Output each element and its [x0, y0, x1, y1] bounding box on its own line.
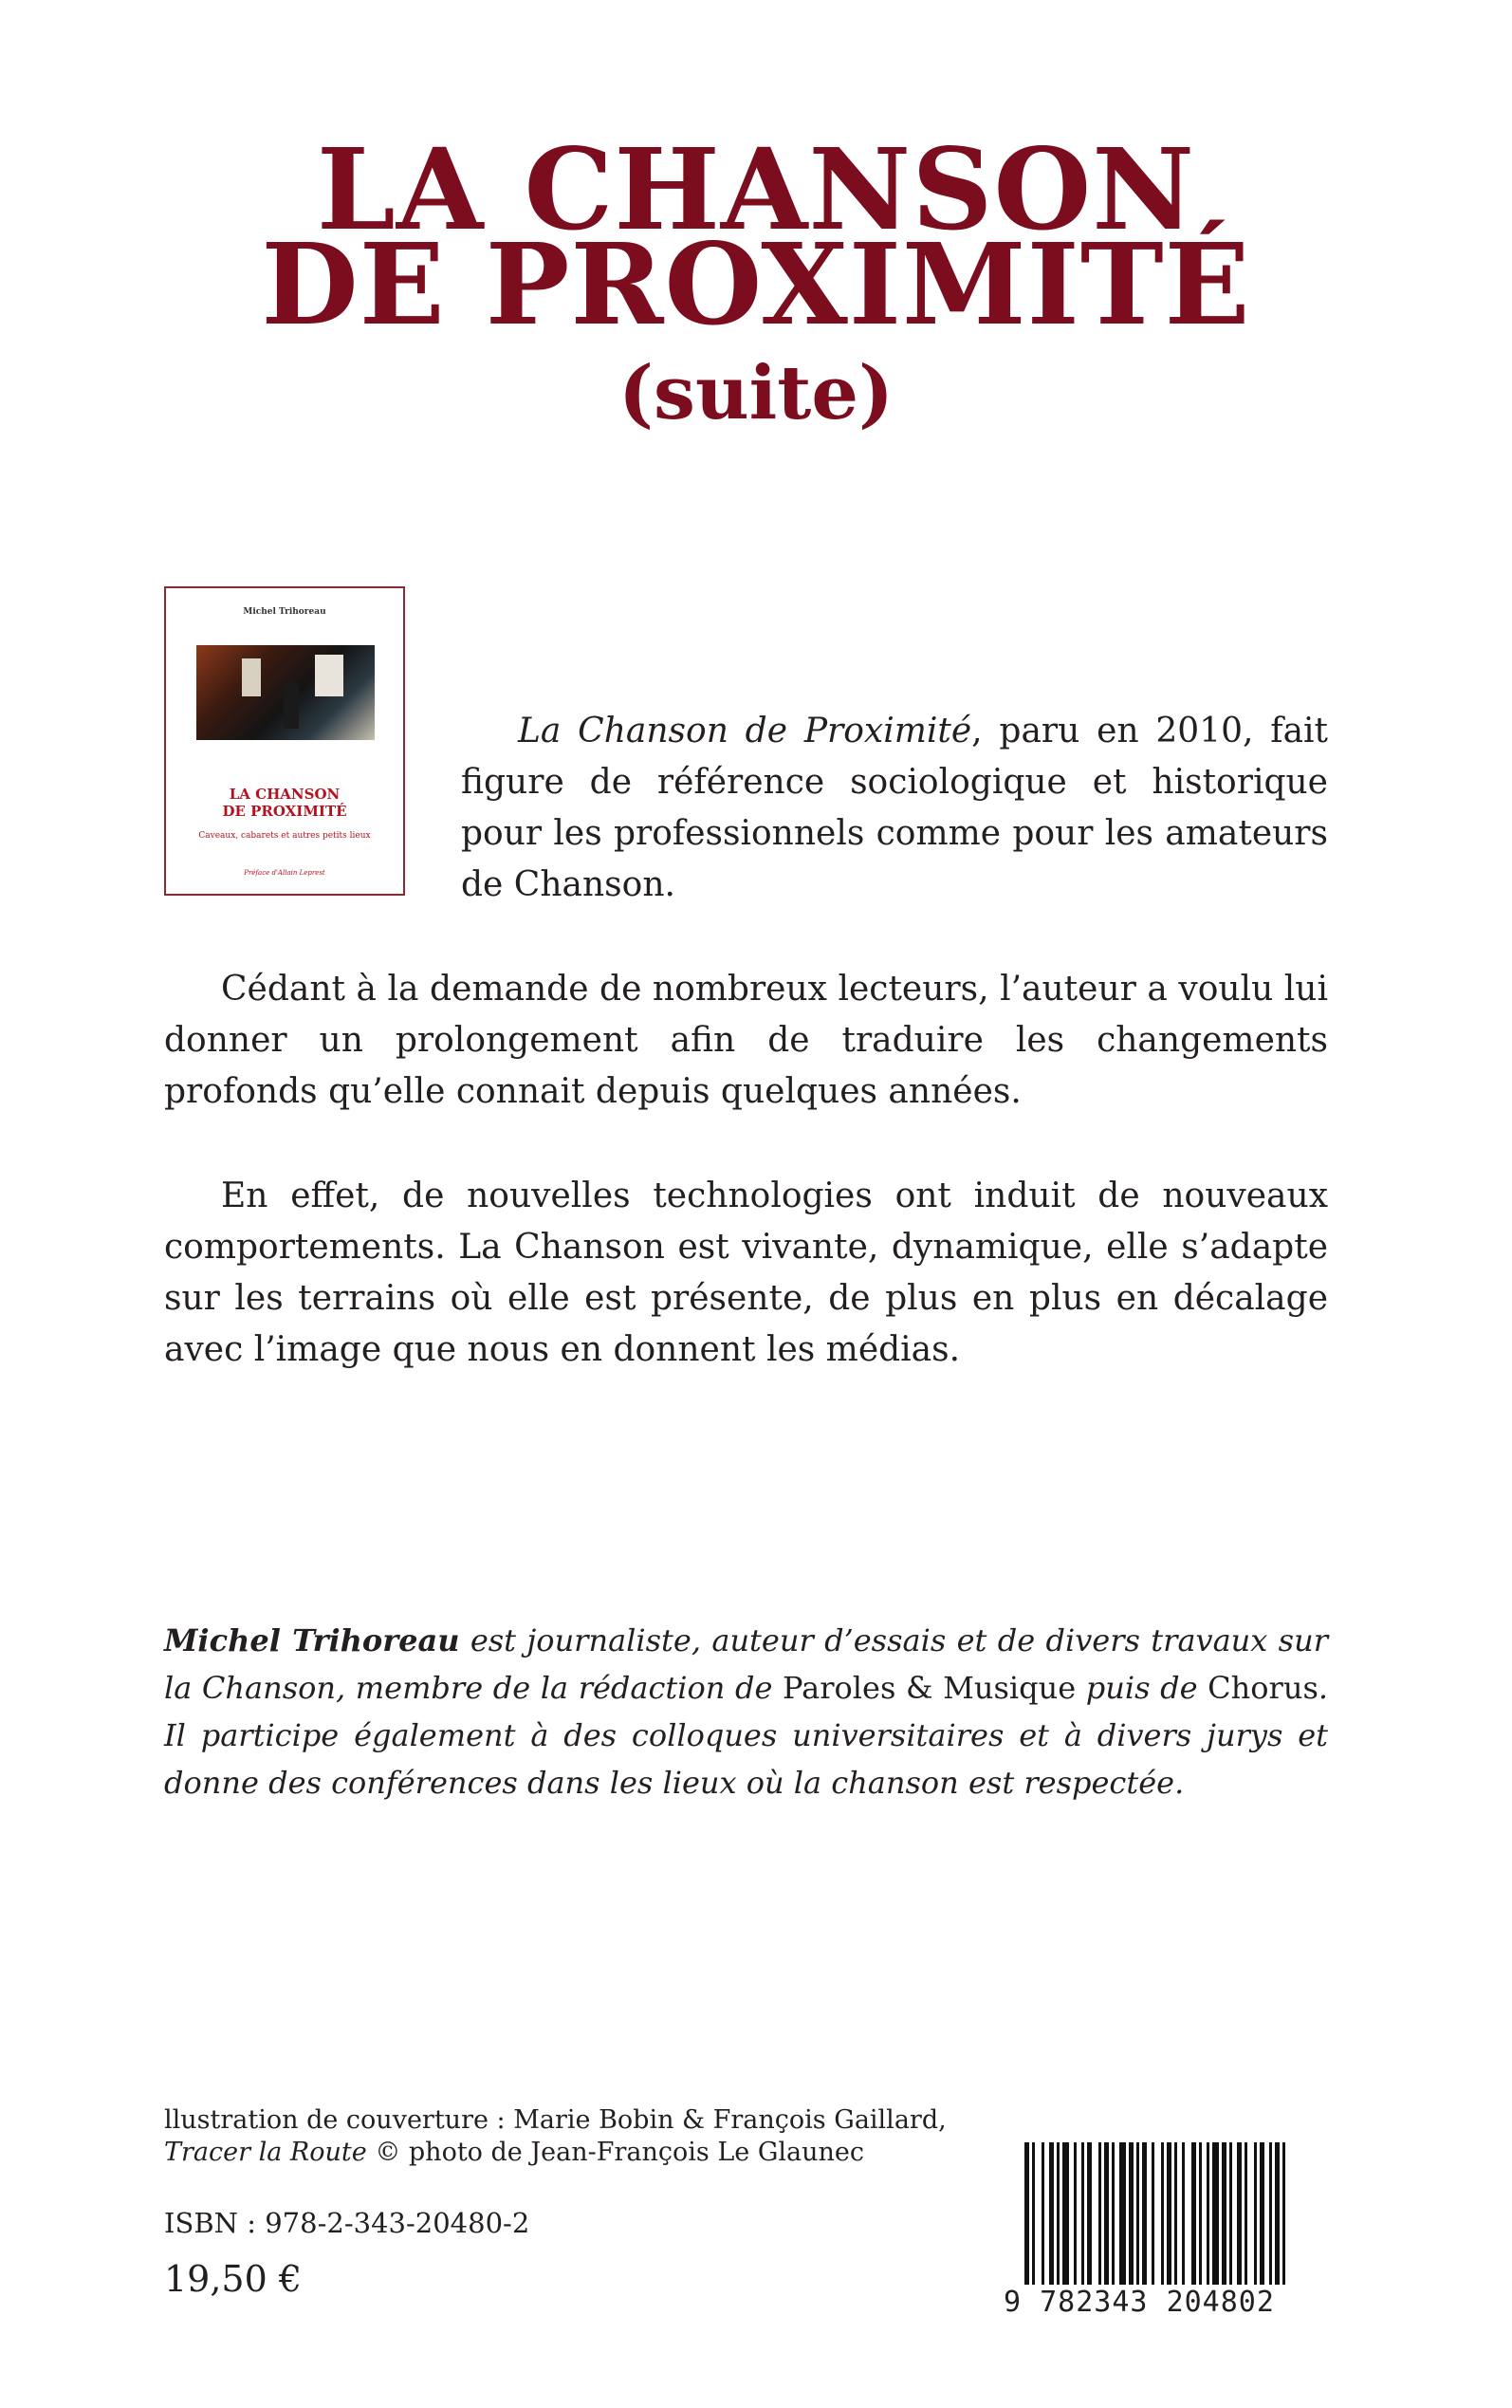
barcode-bar	[1057, 2142, 1060, 2285]
barcode-digits: 9 782343 204802	[1004, 2286, 1275, 2319]
barcode-bar	[1174, 2142, 1177, 2285]
barcode-bar	[1032, 2142, 1035, 2285]
barcode-bar	[1104, 2142, 1109, 2285]
ean-barcode	[1004, 2142, 1296, 2332]
barcode-bar	[1269, 2142, 1272, 2285]
barcode-bar	[1119, 2142, 1126, 2285]
barcode-bar	[1275, 2142, 1280, 2285]
barcode-bar	[1182, 2142, 1185, 2285]
barcode-bar	[1081, 2142, 1084, 2285]
price: 19,50 €	[164, 2258, 303, 2300]
barcode-bar	[1136, 2142, 1139, 2285]
barcode-bar	[1024, 2142, 1029, 2285]
barcode-bar	[1087, 2142, 1092, 2285]
paragraph-intro: La Chanson de Proximité, paru en 2010, fait figure de référence sociologique et historique pour les professionnels comme pour les amateurs de Chanson.	[461, 712, 1329, 904]
barcode-bar	[1245, 2142, 1247, 2285]
previous-book-cover-thumbnail	[164, 586, 405, 896]
previous-book-title: La Chanson de Proximité	[518, 712, 972, 750]
thumbnail-author: Michel Trihoreau	[243, 607, 326, 617]
barcode-bar	[1167, 2142, 1171, 2285]
barcode-bar	[1191, 2142, 1196, 2285]
book-title-line-1: LA CHANSON	[316, 123, 1196, 255]
thumbnail-photo	[196, 645, 375, 740]
barcode-bar	[1074, 2142, 1077, 2285]
barcode-bar	[1161, 2142, 1164, 2285]
book-title-suite: (suite)	[618, 350, 894, 436]
barcode-bar	[1049, 2142, 1054, 2285]
magazine-chorus: Chorus	[1208, 1670, 1318, 1706]
photo-credit: Tracer la Route © photo de Jean-François Le Glaunec	[164, 2138, 865, 2167]
barcode-bar	[1142, 2142, 1147, 2285]
isbn: ISBN : 978-2-343-20480-2	[164, 2207, 530, 2239]
barcode-bar	[1112, 2142, 1115, 2285]
thumbnail-title: LA CHANSON DE PROXIMITÉ	[222, 786, 347, 820]
barcode-bar	[1237, 2142, 1242, 2285]
author-bio: Michel Trihoreau est journaliste, auteur d’essais et de divers travaux sur la Chanson, membre de la rédaction de Paroles & Musique puis de Chorus. Il participe également à des colloques universitaires et à divers jurys et donne des conférences dans les lieux où la chanson est respectée.	[164, 1622, 1329, 1801]
barcode-bar	[1129, 2142, 1134, 2285]
illustration-credit: llustration de couverture : Marie Bobin & François Gaillard,	[164, 2105, 947, 2135]
barcode-bar	[1062, 2142, 1069, 2285]
paragraph-continuation: Cédant à la demande de nombreux lecteurs, l’auteur a voulu lui donner un prolongement afin de traduire les changements profonds qu’elle connait depuis quelques années.	[164, 970, 1328, 1111]
barcode-bar	[1254, 2142, 1257, 2285]
barcode-bar	[1260, 2142, 1264, 2285]
thumbnail-preface: Préface d'Allain Leprest	[244, 869, 325, 877]
barcode-bar	[1199, 2142, 1202, 2285]
barcode-bar	[1212, 2142, 1219, 2285]
barcode-bar	[1229, 2142, 1232, 2285]
barcode-bar	[1042, 2142, 1044, 2285]
barcode-bars	[1004, 2142, 1296, 2294]
paragraph-technologies: En effet, de nouvelles technologies ont induit de nouveaux comportements. La Chanson est vivante, dynamique, elle s’adapte sur les terrains où elle est présente, de plus en plus en décalage avec l’image que nous en donnent les médias.	[164, 1176, 1328, 1369]
magazine-paroles-musique: Paroles & Musique	[783, 1670, 1077, 1706]
thumbnail-subtitle: Caveaux, cabarets et autres petits lieux	[198, 831, 371, 841]
barcode-bar	[1282, 2142, 1285, 2285]
barcode-bar	[1098, 2142, 1101, 2285]
barcode-bar	[1152, 2142, 1154, 2285]
barcode-bar	[1222, 2142, 1226, 2285]
author-name: Michel Trihoreau	[164, 1622, 460, 1658]
barcode-bar	[1207, 2142, 1209, 2285]
book-title-line-2: DE PROXIMITÉ	[261, 218, 1251, 350]
